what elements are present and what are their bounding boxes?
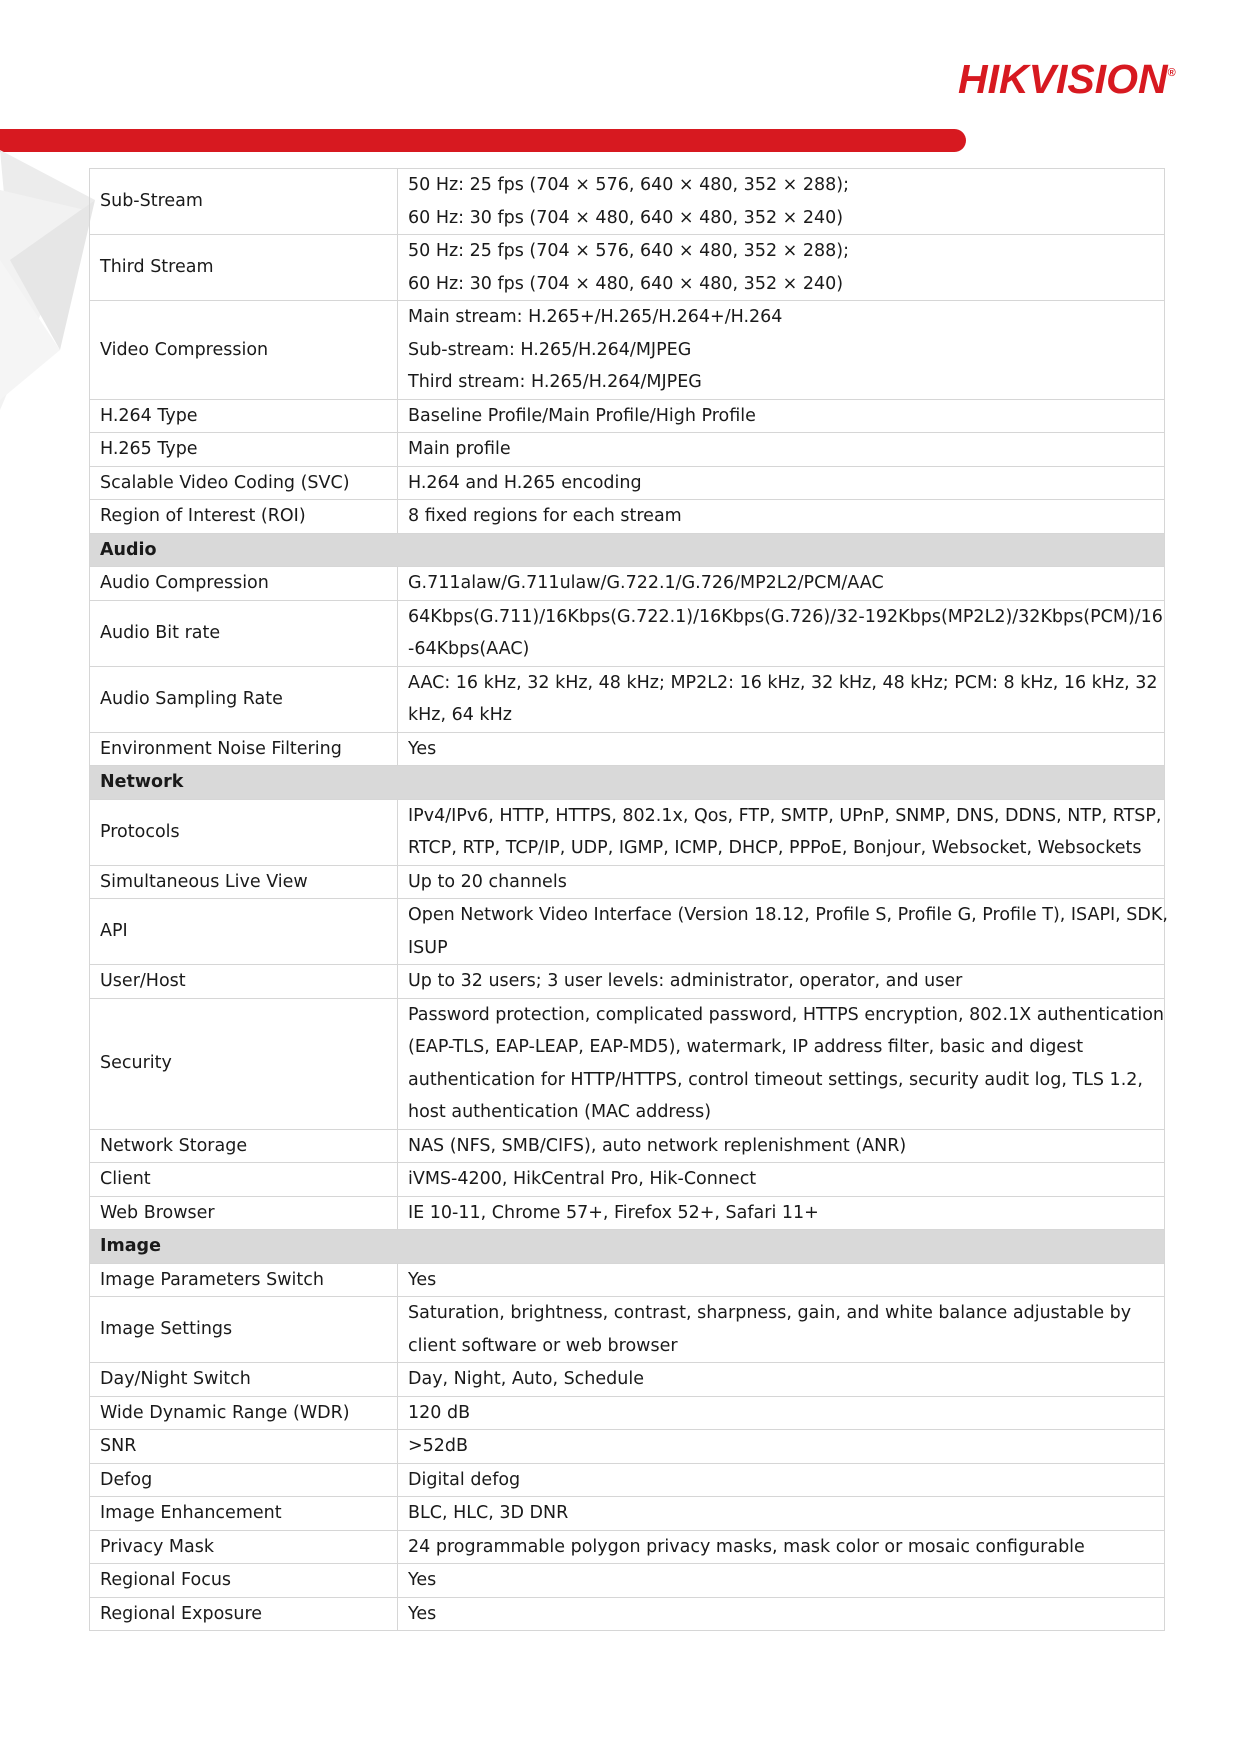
spec-label: API [90,899,398,965]
table-row [90,235,1165,301]
spec-value-line: kHz, 64 kHz [408,705,512,725]
spec-value-line: Main stream: H.265+/H.265/H.264+/H.264 [408,307,783,327]
spec-label: Protocols [90,799,398,865]
table-row [90,998,1165,1129]
spec-label: SNR [90,1430,398,1464]
spec-label: Regional Focus [90,1564,398,1598]
spec-value-line: 60 Hz: 30 fps (704 × 480, 640 × 480, 352 × 240) [408,207,844,228]
spec-value-line: Digital defog [408,1469,521,1490]
spec-value-line: Up to 32 users; 3 user levels: administrator, operator, and user [408,971,963,991]
spec-value-line: Yes [408,738,437,759]
spec-label: Region of Interest (ROI) [90,500,398,534]
spec-value-line: Up to 20 channels [408,871,567,892]
spec-label: Network Storage [90,1129,398,1163]
spec-value-line: authentication for HTTP/HTTPS, control timeout settings, security audit log, TLS 1.2, [408,1069,1143,1090]
hikvision-logo: HIKVISION® [958,56,1176,102]
spec-value [398,732,1165,766]
spec-value-line: Yes [408,1570,437,1590]
spec-label: Wide Dynamic Range (WDR) [90,1396,398,1430]
spec-value-line: 60 Hz: 30 fps (704 × 480, 640 × 480, 352 × 240) [408,273,844,294]
spec-value [398,666,1165,732]
table-row [90,799,1165,865]
table-row [90,1163,1165,1197]
spec-value-line: host authentication (MAC address) [408,1102,712,1122]
table-row [90,1297,1165,1363]
spec-label: Defog [90,1463,398,1497]
table-row [90,1530,1165,1564]
spec-label: Scalable Video Coding (SVC) [90,466,398,500]
spec-value [398,399,1165,433]
spec-value-line: Sub-stream: H.265/H.264/MJPEG [408,339,692,360]
spec-value-line: client software or web browser [408,1335,678,1356]
section-title: Image [90,1230,1165,1264]
spec-value-line: Open Network Video Interface (Version 18.12, Profile S, Profile G, Profile T), ISAPI, SDK, [408,905,1168,925]
spec-value [398,965,1165,999]
table-row [90,567,1165,601]
spec-value-line: Password protection, complicated password, HTTPS encryption, 802.1X authentication [408,1004,1164,1025]
spec-value-line: G.711alaw/G.711ulaw/G.722.1/G.726/MP2L2/PCM/AAC [408,573,884,593]
spec-label: Third Stream [90,235,398,301]
spec-value-line: 24 programmable polygon privacy masks, mask color or mosaic configurable [408,1536,1085,1557]
spec-value-line: Main profile [408,439,511,459]
table-row [90,1430,1165,1464]
spec-value-line: (EAP-TLS, EAP-LEAP, EAP-MD5), watermark, IP address filter, basic and digest [408,1037,1084,1057]
table-row [90,666,1165,732]
table-row [90,732,1165,766]
section-header [90,533,1165,567]
spec-value [398,1396,1165,1430]
table-row [90,1196,1165,1230]
header-red-bar [0,129,966,152]
spec-label: Audio Compression [90,567,398,601]
section-title: Audio [90,533,1165,567]
section-header [90,766,1165,800]
spec-label: Image Settings [90,1297,398,1363]
spec-label: Regional Exposure [90,1597,398,1631]
spec-value-line: 50 Hz: 25 fps (704 × 576, 640 × 480, 352 × 288); [408,241,849,261]
spec-value [398,1163,1165,1197]
spec-value-line: IE 10-11, Chrome 57+, Firefox 52+, Safari 11+ [408,1202,819,1223]
spec-table [89,168,1168,1631]
section-header [90,1230,1165,1264]
spec-label: Privacy Mask [90,1530,398,1564]
spec-value [398,433,1165,467]
spec-value-line: H.264 and H.265 encoding [408,472,642,493]
table-row [90,865,1165,899]
table-row [90,965,1165,999]
spec-value-line: iVMS-4200, HikCentral Pro, Hik-Connect [408,1169,757,1189]
spec-label: Audio Bit rate [90,600,398,666]
table-row [90,1396,1165,1430]
spec-value [398,500,1165,534]
spec-label: H.265 Type [90,433,398,467]
spec-label: Web Browser [90,1196,398,1230]
spec-value-line: Third stream: H.265/H.264/MJPEG [408,372,702,392]
spec-value [398,799,1165,865]
spec-value-line: Saturation, brightness, contrast, sharpness, gain, and white balance adjustable by [408,1303,1132,1323]
decorative-triangles [0,150,95,410]
table-row [90,1564,1165,1598]
table-row [90,1129,1165,1163]
spec-value [398,1129,1165,1163]
section-title: Network [90,766,1165,800]
spec-label: User/Host [90,965,398,999]
spec-label: Client [90,1163,398,1197]
spec-value [398,235,1165,301]
table-row [90,466,1165,500]
spec-value-line: 120 dB [408,1402,471,1423]
spec-value-line: Baseline Profile/Main Profile/High Profile [408,405,756,426]
spec-value-line: >52dB [408,1436,469,1456]
spec-value [398,466,1165,500]
table-row [90,1463,1165,1497]
spec-value [398,301,1165,400]
spec-value [398,600,1165,666]
table-row [90,433,1165,467]
spec-value [398,899,1168,965]
table-row [90,1263,1165,1297]
spec-value-line: 50 Hz: 25 fps (704 × 576, 640 × 480, 352 × 288); [408,175,849,195]
table-row [90,169,1165,235]
spec-value [398,1363,1165,1397]
spec-value [398,1196,1165,1230]
spec-value-line: -64Kbps(AAC) [408,639,530,659]
table-row [90,1363,1165,1397]
spec-value [398,1597,1165,1631]
table-row [90,600,1165,666]
spec-value-line: RTCP, RTP, TCP/IP, UDP, IGMP, ICMP, DHCP, PPPoE, Bonjour, Websocket, Websockets [408,838,1142,858]
spec-value-line: Day, Night, Auto, Schedule [408,1369,644,1389]
spec-label: Audio Sampling Rate [90,666,398,732]
spec-label: Day/Night Switch [90,1363,398,1397]
spec-value-line: Yes [408,1269,437,1290]
spec-label: Image Enhancement [90,1497,398,1531]
spec-value-line: BLC, HLC, 3D DNR [408,1503,569,1523]
spec-value-line: AAC: 16 kHz, 32 kHz, 48 kHz; MP2L2: 16 kHz, 32 kHz, 48 kHz; PCM: 8 kHz, 16 kHz, 32 [408,672,1158,693]
spec-value [398,1297,1165,1363]
spec-value [398,865,1165,899]
spec-value-line: Yes [408,1603,437,1624]
table-row [90,301,1165,400]
spec-label: Video Compression [90,301,398,400]
spec-value-line: 64Kbps(G.711)/16Kbps(G.722.1)/16Kbps(G.726)/32-192Kbps(MP2L2)/32Kbps(PCM)/16 [408,606,1163,627]
spec-value-line: ISUP [408,937,448,958]
spec-label: Image Parameters Switch [90,1263,398,1297]
spec-label: Simultaneous Live View [90,865,398,899]
spec-value [398,1530,1165,1564]
table-row [90,1597,1165,1631]
spec-value [398,1497,1165,1531]
spec-label: Environment Noise Filtering [90,732,398,766]
spec-value-line: 8 fixed regions for each stream [408,506,682,526]
spec-value-line: IPv4/IPv6, HTTP, HTTPS, 802.1x, Qos, FTP, SMTP, UPnP, SNMP, DNS, DDNS, NTP, RTSP, [408,805,1162,826]
spec-value [398,567,1165,601]
spec-value [398,998,1165,1129]
spec-label: Security [90,998,398,1129]
spec-label: H.264 Type [90,399,398,433]
table-row [90,399,1165,433]
spec-value [398,1430,1165,1464]
spec-value [398,169,1165,235]
spec-value [398,1263,1165,1297]
table-row [90,500,1165,534]
table-row [90,1497,1165,1531]
spec-label: Sub-Stream [90,169,398,235]
spec-value [398,1564,1165,1598]
spec-value-line: NAS (NFS, SMB/CIFS), auto network replenishment (ANR) [408,1135,907,1156]
table-row [90,899,1165,965]
spec-value [398,1463,1165,1497]
